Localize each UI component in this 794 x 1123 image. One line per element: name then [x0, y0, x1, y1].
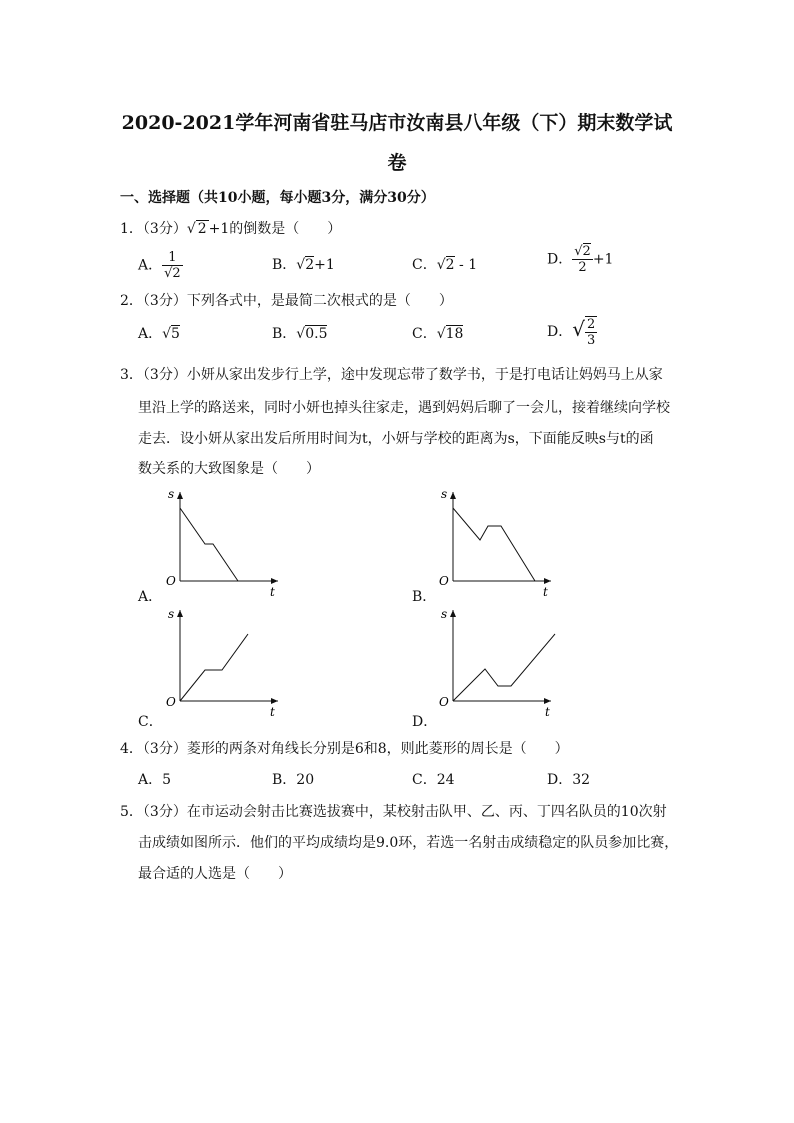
t-label: t [270, 705, 275, 719]
q1-option-b[interactable]: B．√2+1 [272, 257, 335, 273]
graph-d-curve [453, 634, 555, 701]
section-heading: 一、选择题（共10小题，每小题3分，满分30分） [120, 190, 435, 206]
question-3-line-2: 里沿上学的路送来，同时小妍也掉头往家走，遇到妈妈后聊了一会儿，接着继续向学校 [138, 400, 670, 416]
graph-c-label[interactable]: C． [138, 714, 163, 730]
question-5-line-3: 最合适的人选是（ ） [138, 866, 292, 882]
question-1-stem: 1．（3分）√ 2 +1的倒数是（ ） [120, 221, 342, 237]
s-label: s [168, 487, 175, 501]
graph-b-curve [453, 508, 535, 581]
s-label: s [441, 607, 448, 621]
q2-option-b[interactable]: B．√0.5 [272, 326, 328, 342]
t-label: t [270, 585, 275, 599]
graph-b[interactable] [433, 486, 563, 601]
q1-option-d[interactable]: D． $\frac{√2}{2}$ +1 [547, 244, 614, 275]
page-title-line2: 卷 [387, 152, 407, 174]
graph-c-curve [180, 634, 248, 701]
q4-option-a[interactable]: A．5 [138, 772, 172, 788]
s-label: s [168, 607, 175, 621]
graph-c[interactable] [160, 604, 290, 719]
graph-d[interactable] [433, 604, 563, 719]
origin-label: O [166, 695, 176, 709]
question-3-line-4: 数关系的大致图象是（ ） [138, 461, 320, 477]
origin-label: O [439, 695, 449, 709]
origin-label: O [439, 574, 449, 588]
question-5-line-2: 击成绩如图所示．他们的平均成绩均是9.0环，若选一名射击成绩稳定的队员参加比赛， [138, 835, 679, 851]
q4-option-b[interactable]: B．20 [272, 772, 315, 788]
question-2-stem: 2．（3分）下列各式中，是最简二次根式的是（ ） [120, 293, 453, 309]
q4-option-c[interactable]: C．24 [412, 772, 455, 788]
t-label: t [543, 585, 548, 599]
s-label: s [441, 487, 448, 501]
question-5-line-1: 5．（3分）在市运动会射击比赛选拔赛中，某校射击队甲、乙、丙、丁四名队员的10次射 [120, 804, 667, 820]
q2-option-d[interactable]: D．√ $\frac{2}{3}$ [547, 317, 596, 348]
question-3-line-1: 3．（3分）小妍从家出发步行上学，途中发现忘带了数学书，于是打电话让妈妈马上从家 [120, 367, 663, 383]
graph-a-label[interactable]: A． [138, 589, 163, 605]
graph-d-label[interactable]: D． [412, 714, 438, 730]
origin-label: O [166, 574, 176, 588]
t-label: t [545, 705, 550, 719]
q4-option-d[interactable]: D．32 [547, 772, 591, 788]
q1-option-c[interactable]: C．√2 - 1 [412, 257, 478, 273]
q1-option-a[interactable]: A． $\frac{1}{√2}$ [138, 250, 181, 281]
graph-a[interactable] [160, 486, 290, 601]
question-4-stem: 4．（3分）菱形的两条对角线长分别是6和8，则此菱形的周长是（ ） [120, 741, 569, 757]
graph-a-curve [180, 508, 238, 581]
page-title-line1: 2020-2021学年河南省驻马店市汝南县八年级（下）期末数学试 [121, 112, 673, 134]
question-3-line-3: 走去．设小妍从家出发后所用时间为t，小妍与学校的距离为s，下面能反映s与t的函 [138, 431, 654, 447]
q2-option-c[interactable]: C．√18 [412, 326, 464, 342]
q2-option-a[interactable]: A．√5 [138, 326, 180, 342]
graph-b-label[interactable]: B． [412, 589, 437, 605]
